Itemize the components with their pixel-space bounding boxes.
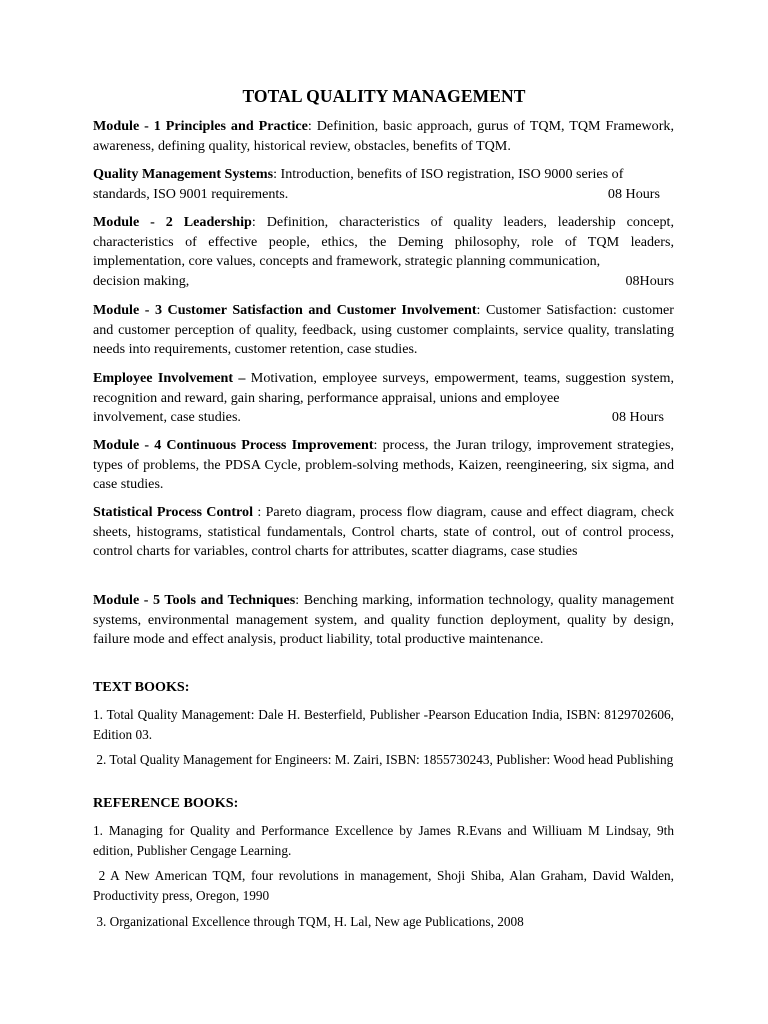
text-books-heading: TEXT BOOKS: [93, 679, 190, 695]
module-4-paragraph [93, 436, 674, 495]
reference-book-item: 2 A New American TQM, four revolutions in management, Shoji Shiba, Alan Graham, David Walden, Productivity press, Oregon, 1990 [93, 868, 678, 903]
qms-paragraph [93, 165, 674, 204]
page-title: TOTAL QUALITY MANAGEMENT [242, 86, 526, 106]
spc-paragraph [93, 503, 674, 562]
qms-hours: 08 Hours [607, 185, 660, 202]
module-2-text: : Definition, characteristics of quality leaders, leadership concept, characteristics of effective people, ethics, the Deming philosophy, role of TQM leaders, implementation, core values, concepts and framework, strategic planning communication, [93, 214, 674, 269]
text-book-item: 2. Total Quality Management for Engineers: M. Zairi, ISBN: 1855730243, Publisher: Wood head Publishing [93, 752, 674, 767]
module-2-paragraph [93, 213, 674, 291]
module-1-text: : Definition, basic approach, gurus of TQM, TQM Framework, awareness, defining quality, historical review, obstacles, benefits of TQM. [93, 118, 674, 154]
employee-involvement-text: Motivation, employee surveys, empowerment, teams, suggestion system, recognition and reward, gain sharing, performance appraisal, unions and employee [93, 370, 674, 406]
qms-last-line [93, 185, 674, 205]
module-4-text: : process, the Juran trilogy, improvement strategies, types of problems, the PDSA Cycle, problem-solving methods, Kaizen, reengineering, six sigma, and case studies. [93, 437, 674, 492]
module-2-hours: 08Hours [625, 272, 674, 289]
qms-last-line-text: standards, ISO 9001 requirements. [93, 185, 289, 202]
reference-book-item: 1. Managing for Quality and Performance Excellence by James R.Evans and Williuam M Lindsay, 9th edition, Publisher Cengage Learning. [93, 823, 674, 858]
module-5-heading: Module - 5 Tools and Techniques [93, 592, 296, 608]
module-2-heading: Module - 2 Leadership [93, 214, 252, 230]
module-3-paragraph [93, 301, 674, 360]
employee-involvement-paragraph [93, 369, 674, 428]
employee-hours: 08 Hours [611, 409, 664, 425]
employee-last-line [93, 408, 674, 428]
spc-heading: Statistical Process Control [93, 504, 254, 520]
reference-books-heading: REFERENCE BOOKS: [93, 795, 239, 811]
qms-heading: Quality Management Systems [93, 166, 274, 182]
module-3-heading: Module - 3 Customer Satisfaction and Customer Involvement [93, 302, 477, 318]
module-4-heading: Module - 4 Continuous Process Improvement [93, 437, 374, 453]
reference-book-item: 3. Organizational Excellence through TQM, H. Lal, New age Publications, 2008 [93, 914, 524, 929]
module-5-paragraph [93, 591, 674, 650]
qms-text: : Introduction, benefits of ISO registration, ISO 9000 series of [273, 166, 624, 182]
employee-involvement-heading: Employee Involvement – [93, 370, 246, 386]
spc-text: : Pareto diagram, process flow diagram, cause and effect diagram, check sheets, histograms, statistical fundamentals, Control charts, state of control, out of control process, control charts for variables, control charts for attributes, scatter diagrams, case studies [93, 504, 675, 559]
module-1-heading: Module - 1 Principles and Practice [93, 118, 308, 134]
module-2-last-line [93, 272, 674, 292]
text-book-item: 1. Total Quality Management: Dale H. Besterfield, Publisher -Pearson Education India, ISBN: 8129702606, Edition 03. [93, 707, 674, 742]
employee-last-line-text: involvement, case studies. [93, 409, 241, 425]
module-3-text: : Customer Satisfaction: customer and customer perception of quality, feedback, using customer complaints, service quality, translating needs into requirements, customer retention, case studies. [93, 302, 674, 357]
module-5-text: : Benching marking, information technology, quality management systems, environmental management system, and quality function deployment, quality by design, failure mode and effect analysis, product liability, total productive maintenance. [93, 592, 674, 647]
module-1-paragraph [93, 117, 674, 156]
module-2-last-line-text: decision making, [93, 272, 190, 289]
